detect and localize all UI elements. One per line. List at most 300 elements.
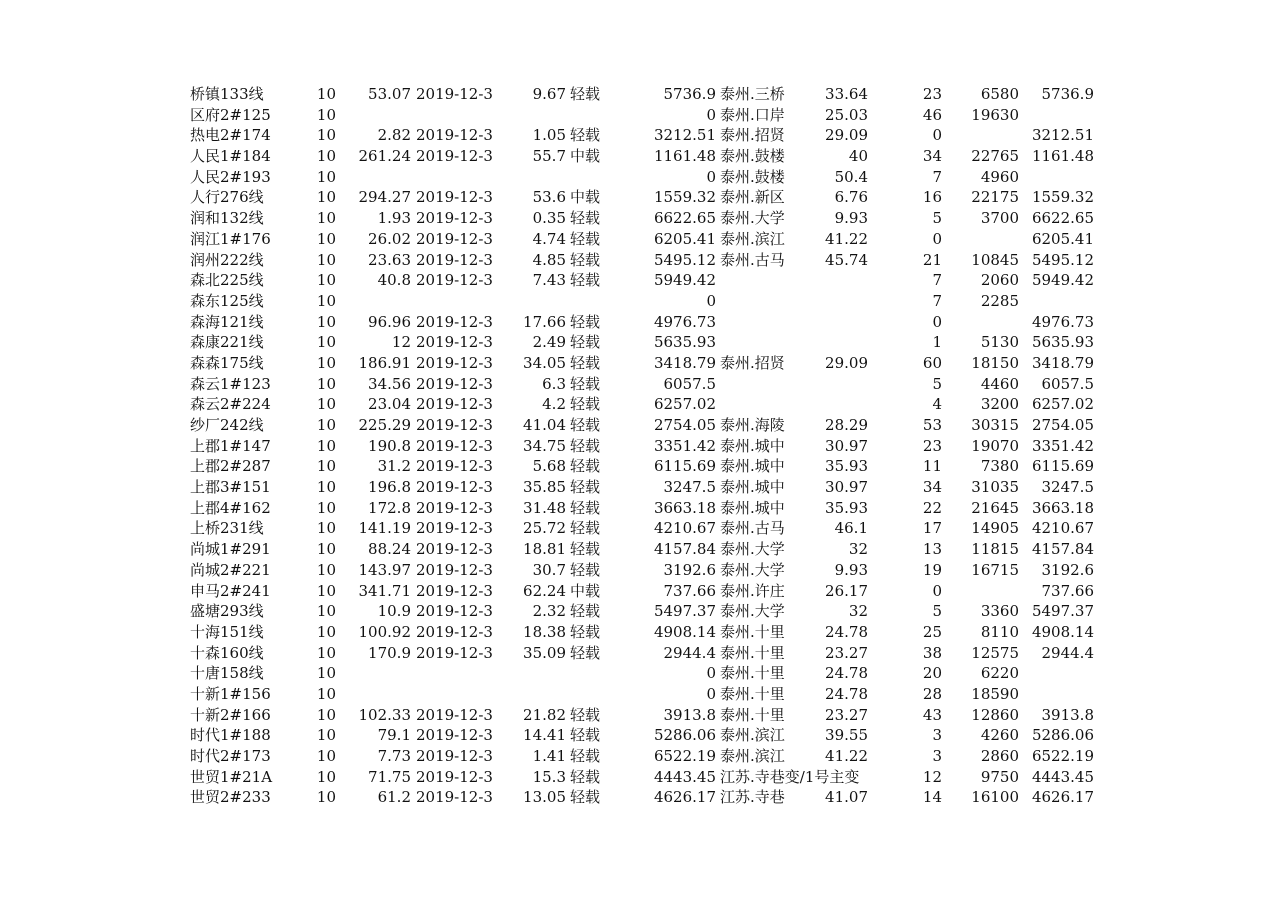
date-cell[interactable]: 2019-12-3 [416, 478, 493, 497]
substation-cell[interactable]: 泰州.大学 [720, 560, 785, 579]
remaining-capacity-cell[interactable]: 2754.05 [653, 416, 716, 434]
substation-cell[interactable]: 泰州.滨江 [720, 726, 785, 745]
remaining-capacity-cell[interactable]: 6257.02 [653, 395, 716, 414]
remaining-capacity-cell[interactable]: 0 [706, 664, 716, 683]
total-capacity-cell[interactable]: 4260 [980, 726, 1019, 745]
remaining-capacity-cell[interactable]: 6205.41 [653, 229, 716, 248]
line-name-cell[interactable]: 十森160线 [190, 643, 264, 662]
remaining-capacity-cell[interactable]: 0 [706, 291, 716, 310]
load-status-cell[interactable]: 轻载 [570, 250, 601, 269]
total-capacity-cell[interactable]: 19630 [971, 105, 1019, 124]
count-cell[interactable]: 1 [932, 333, 942, 352]
current-cell[interactable]: 61.2 [377, 788, 411, 807]
total-capacity-cell[interactable]: 16100 [971, 788, 1019, 807]
substation-load-cell[interactable]: 46.1 [834, 519, 868, 538]
date-cell[interactable]: 2019-12-3 [416, 271, 493, 290]
load-rate-cell[interactable]: 6.3 [542, 374, 566, 393]
date-cell[interactable]: 2019-12-3 [416, 209, 493, 228]
table-row[interactable] [0, 250, 1286, 271]
table-row[interactable] [0, 477, 1286, 498]
table-row[interactable] [0, 105, 1286, 126]
substation-load-cell[interactable]: 29.09 [825, 353, 868, 372]
load-rate-cell[interactable]: 0.35 [532, 209, 566, 228]
substation-load-cell[interactable]: 45.74 [825, 250, 868, 269]
total-capacity-cell[interactable]: 14905 [971, 519, 1019, 538]
substation-cell[interactable]: 泰州.三桥 [720, 85, 785, 103]
count-cell[interactable]: 25 [922, 622, 942, 641]
load-rate-cell[interactable]: 30.7 [532, 560, 566, 579]
load-status-cell[interactable]: 轻载 [570, 209, 601, 228]
load-rate-cell[interactable]: 21.82 [523, 705, 566, 724]
total-capacity-cell[interactable]: 18150 [971, 353, 1019, 372]
total-capacity-cell[interactable]: 22175 [971, 188, 1019, 207]
load-status-cell[interactable]: 轻载 [570, 353, 601, 372]
current-cell[interactable]: 190.8 [368, 436, 411, 455]
line-name-cell[interactable]: 尚城2#221 [190, 560, 271, 579]
voltage-cell[interactable]: 10 [316, 416, 336, 434]
available-capacity-cell[interactable]: 6622.65 [1031, 209, 1094, 228]
total-capacity-cell[interactable]: 3360 [980, 602, 1019, 621]
date-cell[interactable]: 2019-12-3 [416, 333, 493, 352]
available-capacity-cell[interactable]: 4908.14 [1031, 622, 1094, 641]
table-row[interactable] [0, 436, 1286, 457]
table-row[interactable] [0, 125, 1286, 146]
total-capacity-cell[interactable]: 8110 [980, 622, 1019, 641]
substation-load-cell[interactable]: 30.97 [825, 436, 868, 455]
load-rate-cell[interactable]: 9.67 [532, 85, 566, 103]
line-name-cell[interactable]: 十海151线 [190, 622, 264, 641]
total-capacity-cell[interactable]: 31035 [971, 478, 1019, 497]
load-rate-cell[interactable]: 25.72 [523, 519, 566, 538]
voltage-cell[interactable]: 10 [316, 581, 336, 600]
date-cell[interactable]: 2019-12-3 [416, 726, 493, 745]
voltage-cell[interactable]: 10 [316, 395, 336, 414]
substation-load-cell[interactable]: 33.64 [825, 85, 868, 103]
available-capacity-cell[interactable]: 4443.45 [1031, 767, 1094, 786]
count-cell[interactable]: 3 [932, 747, 942, 765]
date-cell[interactable]: 2019-12-3 [416, 395, 493, 414]
current-cell[interactable]: 34.56 [368, 374, 411, 393]
substation-cell[interactable]: 泰州.新区 [720, 188, 785, 207]
line-name-cell[interactable]: 尚城1#291 [190, 540, 271, 559]
count-cell[interactable]: 20 [922, 664, 942, 683]
remaining-capacity-cell[interactable]: 3212.51 [653, 126, 716, 145]
table-row[interactable] [0, 312, 1286, 333]
available-capacity-cell[interactable]: 6115.69 [1031, 457, 1094, 476]
line-name-cell[interactable]: 世贸1#21A [190, 767, 273, 786]
total-capacity-cell[interactable]: 5130 [980, 333, 1019, 352]
date-cell[interactable]: 2019-12-3 [416, 643, 493, 662]
remaining-capacity-cell[interactable]: 3913.8 [663, 705, 716, 724]
remaining-capacity-cell[interactable]: 4210.67 [653, 519, 716, 538]
table-row[interactable] [0, 560, 1286, 581]
available-capacity-cell[interactable]: 3247.5 [1041, 478, 1094, 497]
load-rate-cell[interactable]: 1.05 [532, 126, 566, 145]
date-cell[interactable]: 2019-12-3 [416, 436, 493, 455]
current-cell[interactable]: 23.04 [368, 395, 411, 414]
line-name-cell[interactable]: 人民1#184 [190, 147, 271, 166]
current-cell[interactable]: 7.73 [377, 747, 411, 765]
line-name-cell[interactable]: 十新1#156 [190, 684, 271, 703]
substation-load-cell[interactable]: 35.93 [825, 457, 868, 476]
load-rate-cell[interactable]: 31.48 [523, 498, 566, 517]
count-cell[interactable]: 16 [922, 188, 942, 207]
total-capacity-cell[interactable]: 22765 [971, 147, 1019, 166]
remaining-capacity-cell[interactable]: 6115.69 [653, 457, 716, 476]
remaining-capacity-cell[interactable]: 5497.37 [653, 602, 716, 621]
date-cell[interactable]: 2019-12-3 [416, 560, 493, 579]
load-status-cell[interactable]: 轻载 [570, 333, 601, 352]
line-name-cell[interactable]: 森海121线 [190, 312, 264, 331]
available-capacity-cell[interactable]: 4626.17 [1031, 788, 1094, 807]
date-cell[interactable]: 2019-12-3 [416, 581, 493, 600]
substation-load-cell[interactable]: 40 [848, 147, 868, 166]
substation-load-cell[interactable]: 24.78 [825, 622, 868, 641]
total-capacity-cell[interactable]: 4960 [980, 167, 1019, 186]
date-cell[interactable]: 2019-12-3 [416, 188, 493, 207]
voltage-cell[interactable]: 10 [316, 353, 336, 372]
date-cell[interactable]: 2019-12-3 [416, 147, 493, 166]
current-cell[interactable]: 172.8 [368, 498, 411, 517]
remaining-capacity-cell[interactable]: 0 [706, 684, 716, 703]
table-row[interactable] [0, 353, 1286, 374]
remaining-capacity-cell[interactable]: 4626.17 [653, 788, 716, 807]
count-cell[interactable]: 60 [922, 353, 942, 372]
current-cell[interactable]: 26.02 [368, 229, 411, 248]
count-cell[interactable]: 43 [922, 705, 942, 724]
load-rate-cell[interactable]: 34.05 [523, 353, 566, 372]
count-cell[interactable]: 23 [922, 436, 942, 455]
count-cell[interactable]: 14 [922, 788, 942, 807]
voltage-cell[interactable]: 10 [316, 312, 336, 331]
current-cell[interactable]: 79.1 [377, 726, 411, 745]
substation-cell[interactable]: 泰州.招贤 [720, 353, 785, 372]
voltage-cell[interactable]: 10 [316, 436, 336, 455]
count-cell[interactable]: 4 [932, 395, 942, 414]
load-status-cell[interactable]: 轻载 [570, 478, 601, 497]
substation-load-cell[interactable]: 29.09 [825, 126, 868, 145]
total-capacity-cell[interactable]: 10845 [971, 250, 1019, 269]
table-row[interactable] [0, 746, 1286, 767]
substation-load-cell[interactable]: 50.4 [834, 167, 868, 186]
load-rate-cell[interactable]: 35.09 [523, 643, 566, 662]
total-capacity-cell[interactable]: 3200 [980, 395, 1019, 414]
remaining-capacity-cell[interactable]: 4976.73 [653, 312, 716, 331]
load-status-cell[interactable]: 轻载 [570, 229, 601, 248]
date-cell[interactable]: 2019-12-3 [416, 622, 493, 641]
remaining-capacity-cell[interactable]: 5495.12 [653, 250, 716, 269]
line-name-cell[interactable]: 上郡3#151 [190, 478, 271, 497]
load-rate-cell[interactable]: 13.05 [523, 788, 566, 807]
line-name-cell[interactable]: 十新2#166 [190, 705, 271, 724]
load-status-cell[interactable]: 轻载 [570, 457, 601, 476]
load-status-cell[interactable]: 轻载 [570, 602, 601, 621]
voltage-cell[interactable]: 10 [316, 250, 336, 269]
load-status-cell[interactable]: 轻载 [570, 436, 601, 455]
date-cell[interactable]: 2019-12-3 [416, 767, 493, 786]
remaining-capacity-cell[interactable]: 1161.48 [653, 147, 716, 166]
substation-load-cell[interactable]: 6.76 [834, 188, 868, 207]
load-rate-cell[interactable]: 7.43 [532, 271, 566, 290]
remaining-capacity-cell[interactable]: 6522.19 [653, 747, 716, 765]
remaining-capacity-cell[interactable]: 3192.6 [663, 560, 716, 579]
load-status-cell[interactable]: 轻载 [570, 374, 601, 393]
voltage-cell[interactable]: 10 [316, 622, 336, 641]
substation-cell[interactable]: 泰州.城中 [720, 457, 785, 476]
voltage-cell[interactable]: 10 [316, 560, 336, 579]
substation-cell[interactable]: 泰州.城中 [720, 498, 785, 517]
substation-cell[interactable]: 泰州.滨江 [720, 229, 785, 248]
substation-cell[interactable]: 江苏.寺巷变/1号主变 [720, 767, 860, 786]
current-cell[interactable]: 40.8 [377, 271, 411, 290]
count-cell[interactable]: 21 [922, 250, 942, 269]
substation-load-cell[interactable]: 24.78 [825, 664, 868, 683]
count-cell[interactable]: 0 [932, 229, 942, 248]
available-capacity-cell[interactable]: 3212.51 [1031, 126, 1094, 145]
available-capacity-cell[interactable]: 6257.02 [1031, 395, 1094, 414]
line-name-cell[interactable]: 润江1#176 [190, 229, 271, 248]
line-name-cell[interactable]: 时代2#173 [190, 747, 271, 765]
remaining-capacity-cell[interactable]: 0 [706, 105, 716, 124]
total-capacity-cell[interactable]: 19070 [971, 436, 1019, 455]
current-cell[interactable]: 2.82 [377, 126, 411, 145]
current-cell[interactable]: 31.2 [377, 457, 411, 476]
remaining-capacity-cell[interactable]: 3418.79 [653, 353, 716, 372]
table-row[interactable] [0, 767, 1286, 788]
current-cell[interactable]: 88.24 [368, 540, 411, 559]
load-rate-cell[interactable]: 35.85 [523, 478, 566, 497]
load-rate-cell[interactable]: 18.38 [523, 622, 566, 641]
load-status-cell[interactable]: 轻载 [570, 560, 601, 579]
voltage-cell[interactable]: 10 [316, 664, 336, 683]
voltage-cell[interactable]: 10 [316, 788, 336, 807]
count-cell[interactable]: 3 [932, 726, 942, 745]
load-status-cell[interactable]: 轻载 [570, 126, 601, 145]
voltage-cell[interactable]: 10 [316, 540, 336, 559]
load-rate-cell[interactable]: 18.81 [523, 540, 566, 559]
line-name-cell[interactable]: 人民2#193 [190, 167, 271, 186]
line-name-cell[interactable]: 十唐158线 [190, 664, 264, 683]
date-cell[interactable]: 2019-12-3 [416, 312, 493, 331]
available-capacity-cell[interactable]: 3418.79 [1031, 353, 1094, 372]
voltage-cell[interactable]: 10 [316, 602, 336, 621]
load-status-cell[interactable]: 轻载 [570, 498, 601, 517]
current-cell[interactable]: 141.19 [358, 519, 411, 538]
line-name-cell[interactable]: 森北225线 [190, 271, 264, 290]
date-cell[interactable]: 2019-12-3 [416, 519, 493, 538]
available-capacity-cell[interactable]: 3663.18 [1031, 498, 1094, 517]
line-name-cell[interactable]: 润州222线 [190, 250, 264, 269]
load-status-cell[interactable]: 轻载 [570, 767, 601, 786]
substation-load-cell[interactable]: 39.55 [825, 726, 868, 745]
substation-load-cell[interactable]: 24.78 [825, 684, 868, 703]
date-cell[interactable]: 2019-12-3 [416, 416, 493, 434]
count-cell[interactable]: 46 [922, 105, 942, 124]
available-capacity-cell[interactable]: 5497.37 [1031, 602, 1094, 621]
load-status-cell[interactable]: 轻载 [570, 540, 601, 559]
load-status-cell[interactable]: 轻载 [570, 643, 601, 662]
voltage-cell[interactable]: 10 [316, 519, 336, 538]
load-status-cell[interactable]: 轻载 [570, 312, 601, 331]
voltage-cell[interactable]: 10 [316, 126, 336, 145]
date-cell[interactable]: 2019-12-3 [416, 457, 493, 476]
available-capacity-cell[interactable]: 3913.8 [1041, 705, 1094, 724]
table-row[interactable] [0, 725, 1286, 746]
remaining-capacity-cell[interactable]: 4157.84 [653, 540, 716, 559]
substation-load-cell[interactable]: 9.93 [834, 209, 868, 228]
remaining-capacity-cell[interactable]: 6622.65 [653, 209, 716, 228]
table-row[interactable] [0, 415, 1286, 436]
table-row[interactable] [0, 663, 1286, 684]
count-cell[interactable]: 7 [932, 167, 942, 186]
table-row[interactable] [0, 456, 1286, 477]
current-cell[interactable]: 96.96 [368, 312, 411, 331]
load-rate-cell[interactable]: 15.3 [532, 767, 566, 786]
table-row[interactable] [0, 146, 1286, 167]
total-capacity-cell[interactable]: 11815 [971, 540, 1019, 559]
line-name-cell[interactable]: 世贸2#233 [190, 788, 271, 807]
available-capacity-cell[interactable]: 3192.6 [1041, 560, 1094, 579]
table-row[interactable] [0, 374, 1286, 395]
count-cell[interactable]: 34 [922, 147, 942, 166]
table-row[interactable] [0, 167, 1286, 188]
substation-cell[interactable]: 泰州.滨江 [720, 747, 785, 765]
line-name-cell[interactable]: 上桥231线 [190, 519, 264, 538]
load-rate-cell[interactable]: 62.24 [523, 581, 566, 600]
remaining-capacity-cell[interactable]: 5736.9 [663, 85, 716, 103]
table-row[interactable] [0, 208, 1286, 229]
current-cell[interactable]: 100.92 [358, 622, 411, 641]
load-rate-cell[interactable]: 2.49 [532, 333, 566, 352]
count-cell[interactable]: 19 [922, 560, 942, 579]
substation-cell[interactable]: 江苏.寺巷 [720, 788, 785, 807]
current-cell[interactable]: 53.07 [368, 85, 411, 103]
load-status-cell[interactable]: 轻载 [570, 705, 601, 724]
count-cell[interactable]: 0 [932, 312, 942, 331]
total-capacity-cell[interactable]: 3700 [980, 209, 1019, 228]
count-cell[interactable]: 11 [922, 457, 942, 476]
substation-cell[interactable]: 泰州.大学 [720, 209, 785, 228]
substation-cell[interactable]: 泰州.大学 [720, 540, 785, 559]
remaining-capacity-cell[interactable]: 5286.06 [653, 726, 716, 745]
remaining-capacity-cell[interactable]: 5635.93 [653, 333, 716, 352]
substation-cell[interactable]: 泰州.城中 [720, 478, 785, 497]
substation-load-cell[interactable]: 32 [848, 540, 868, 559]
available-capacity-cell[interactable]: 6522.19 [1031, 747, 1094, 765]
available-capacity-cell[interactable]: 4157.84 [1031, 540, 1094, 559]
line-name-cell[interactable]: 时代1#188 [190, 726, 271, 745]
load-rate-cell[interactable]: 14.41 [523, 726, 566, 745]
date-cell[interactable]: 2019-12-3 [416, 498, 493, 517]
table-row[interactable] [0, 84, 1286, 105]
substation-load-cell[interactable]: 9.93 [834, 560, 868, 579]
line-name-cell[interactable]: 区府2#125 [190, 105, 271, 124]
current-cell[interactable]: 143.97 [358, 560, 411, 579]
voltage-cell[interactable]: 10 [316, 333, 336, 352]
voltage-cell[interactable]: 10 [316, 229, 336, 248]
substation-cell[interactable]: 泰州.十里 [720, 622, 785, 641]
count-cell[interactable]: 7 [932, 291, 942, 310]
load-status-cell[interactable]: 中载 [570, 581, 601, 600]
load-rate-cell[interactable]: 53.6 [532, 188, 566, 207]
available-capacity-cell[interactable]: 737.66 [1041, 581, 1094, 600]
remaining-capacity-cell[interactable]: 5949.42 [653, 271, 716, 290]
voltage-cell[interactable]: 10 [316, 209, 336, 228]
table-row[interactable] [0, 684, 1286, 705]
substation-load-cell[interactable]: 41.22 [825, 229, 868, 248]
load-status-cell[interactable]: 轻载 [570, 395, 601, 414]
current-cell[interactable]: 186.91 [358, 353, 411, 372]
remaining-capacity-cell[interactable]: 3663.18 [653, 498, 716, 517]
current-cell[interactable]: 10.9 [377, 602, 411, 621]
voltage-cell[interactable]: 10 [316, 271, 336, 290]
substation-load-cell[interactable]: 23.27 [825, 643, 868, 662]
substation-load-cell[interactable]: 26.17 [825, 581, 868, 600]
table-row[interactable] [0, 643, 1286, 664]
load-status-cell[interactable]: 轻载 [570, 416, 601, 434]
substation-cell[interactable]: 泰州.十里 [720, 684, 785, 703]
count-cell[interactable]: 23 [922, 85, 942, 103]
load-status-cell[interactable]: 轻载 [570, 519, 601, 538]
current-cell[interactable]: 341.71 [358, 581, 411, 600]
substation-load-cell[interactable]: 35.93 [825, 498, 868, 517]
load-rate-cell[interactable]: 5.68 [532, 457, 566, 476]
count-cell[interactable]: 34 [922, 478, 942, 497]
substation-cell[interactable]: 泰州.鼓楼 [720, 167, 785, 186]
current-cell[interactable]: 196.8 [368, 478, 411, 497]
line-name-cell[interactable]: 上郡4#162 [190, 498, 271, 517]
voltage-cell[interactable]: 10 [316, 374, 336, 393]
line-name-cell[interactable]: 森云1#123 [190, 374, 271, 393]
load-status-cell[interactable]: 轻载 [570, 271, 601, 290]
total-capacity-cell[interactable]: 4460 [980, 374, 1019, 393]
table-row[interactable] [0, 291, 1286, 312]
date-cell[interactable]: 2019-12-3 [416, 602, 493, 621]
available-capacity-cell[interactable]: 1161.48 [1031, 147, 1094, 166]
substation-cell[interactable]: 泰州.鼓楼 [720, 147, 785, 166]
date-cell[interactable]: 2019-12-3 [416, 374, 493, 393]
count-cell[interactable]: 17 [922, 519, 942, 538]
available-capacity-cell[interactable]: 2754.05 [1031, 416, 1094, 434]
substation-cell[interactable]: 泰州.古马 [720, 250, 785, 269]
count-cell[interactable]: 5 [932, 374, 942, 393]
table-row[interactable] [0, 539, 1286, 560]
count-cell[interactable]: 5 [932, 209, 942, 228]
line-name-cell[interactable]: 热电2#174 [190, 126, 271, 145]
current-cell[interactable]: 23.63 [368, 250, 411, 269]
available-capacity-cell[interactable]: 5949.42 [1031, 271, 1094, 290]
load-rate-cell[interactable]: 55.7 [532, 147, 566, 166]
substation-load-cell[interactable]: 30.97 [825, 478, 868, 497]
current-cell[interactable]: 170.9 [368, 643, 411, 662]
substation-cell[interactable]: 泰州.许庄 [720, 581, 785, 600]
substation-cell[interactable]: 泰州.城中 [720, 436, 785, 455]
substation-load-cell[interactable]: 23.27 [825, 705, 868, 724]
load-status-cell[interactable]: 中载 [570, 188, 601, 207]
substation-cell[interactable]: 泰州.招贤 [720, 126, 785, 145]
available-capacity-cell[interactable]: 5286.06 [1031, 726, 1094, 745]
date-cell[interactable]: 2019-12-3 [416, 229, 493, 248]
voltage-cell[interactable]: 10 [316, 705, 336, 724]
voltage-cell[interactable]: 10 [316, 767, 336, 786]
substation-cell[interactable]: 泰州.十里 [720, 643, 785, 662]
load-status-cell[interactable]: 轻载 [570, 726, 601, 745]
total-capacity-cell[interactable]: 18590 [971, 684, 1019, 703]
remaining-capacity-cell[interactable]: 4908.14 [653, 622, 716, 641]
date-cell[interactable]: 2019-12-3 [416, 788, 493, 807]
remaining-capacity-cell[interactable]: 4443.45 [653, 767, 716, 786]
voltage-cell[interactable]: 10 [316, 747, 336, 765]
